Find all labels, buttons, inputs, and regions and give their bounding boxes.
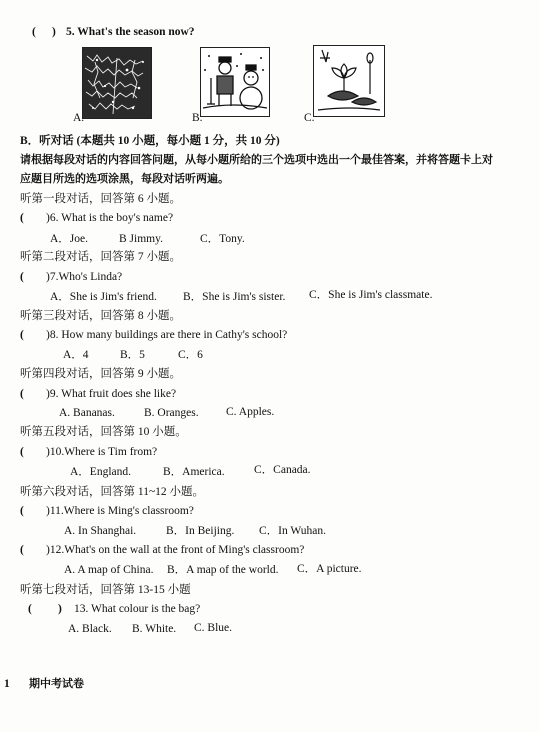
dialogue-1-heading: 听第一段对话，回答第 6 小题。 bbox=[20, 193, 181, 205]
question-9-option-b: B. Oranges. bbox=[144, 407, 199, 419]
answer-bracket-close: ) bbox=[52, 26, 56, 38]
question-7-text: )7.Who's Linda? bbox=[46, 271, 123, 283]
answer-bracket: ( bbox=[20, 446, 24, 458]
question-13-text: 13. What colour is the bag? bbox=[74, 603, 201, 615]
lotus-illustration bbox=[314, 46, 384, 116]
option-label-b: B. bbox=[192, 112, 203, 124]
question-12-option-a: A. A map of China. bbox=[64, 564, 154, 576]
option-label-a: A. bbox=[73, 112, 85, 124]
question-8-option-c: C．6 bbox=[178, 349, 203, 361]
answer-bracket: ( bbox=[20, 544, 24, 556]
option-label-c: C. bbox=[304, 112, 315, 124]
question-6-option-c: C．Tony. bbox=[200, 233, 245, 245]
dialogue-3-heading: 听第三段对话，回答第 8 小题。 bbox=[20, 310, 181, 322]
page-number: 1 bbox=[4, 678, 10, 690]
dialogue-5-heading: 听第五段对话，回答第 10 小题。 bbox=[20, 426, 187, 438]
question-12-text: )12.What's on the wall at the front of Ming's classroom? bbox=[46, 544, 305, 556]
snowman-illustration bbox=[201, 48, 269, 116]
section-b-instruction-line2: 应题目所选的选项涂黑，每段对话听两遍。 bbox=[20, 173, 229, 185]
footer-title: 期中考试卷 bbox=[29, 678, 84, 690]
dialogue-7-heading: 听第七段对话，回答第 13-15 小题 bbox=[20, 584, 191, 596]
question-11-option-b: B．In Beijing. bbox=[166, 525, 235, 537]
question-12-option-c: C．A picture. bbox=[297, 563, 362, 575]
answer-bracket: ( bbox=[20, 271, 24, 283]
dialogue-6-heading: 听第六段对话，回答第 11~12 小题。 bbox=[20, 486, 205, 498]
answer-bracket-open: ( bbox=[28, 603, 32, 615]
question-7-option-b: B．She is Jim's sister. bbox=[183, 291, 286, 303]
question-6-option-a: A．Joe. bbox=[50, 233, 89, 245]
question-13-option-c: C. Blue. bbox=[194, 622, 233, 634]
question-9-text: )9. What fruit does she like? bbox=[46, 388, 177, 400]
question-13-option-b: B. White. bbox=[132, 623, 177, 635]
question-12-option-b: B．A map of the world. bbox=[167, 564, 279, 576]
question-8-text: )8. How many buildings are there in Cathy's school? bbox=[46, 329, 288, 341]
answer-bracket-close: ) bbox=[58, 603, 62, 615]
question-5-text: 5. What's the season now? bbox=[66, 26, 195, 38]
answer-bracket: ( bbox=[20, 329, 24, 341]
question-10-option-a: A．England. bbox=[70, 466, 132, 478]
answer-bracket: ( bbox=[20, 505, 24, 517]
question-8-option-b: B．5 bbox=[120, 349, 145, 361]
question-11-text: )11.Where is Ming's classroom? bbox=[46, 505, 194, 517]
question-7-option-a: A．She is Jim's friend. bbox=[50, 291, 157, 303]
question-6-text: )6. What is the boy's name? bbox=[46, 212, 174, 224]
question-10-option-c: C．Canada. bbox=[254, 464, 311, 476]
season-picture-b bbox=[200, 47, 270, 117]
answer-bracket: ( bbox=[20, 388, 24, 400]
season-picture-a bbox=[82, 47, 152, 119]
question-7-option-c: C．She is Jim's classmate. bbox=[309, 289, 433, 301]
question-11-option-a: A. In Shanghai. bbox=[64, 525, 137, 537]
question-10-option-b: B．America. bbox=[163, 466, 225, 478]
question-8-option-a: A．4 bbox=[63, 349, 89, 361]
question-13-option-a: A. Black. bbox=[68, 623, 112, 635]
dialogue-2-heading: 听第二段对话，回答第 7 小题。 bbox=[20, 251, 181, 263]
question-6-option-b: B Jimmy. bbox=[119, 233, 163, 245]
section-b-instruction-line1: 请根据每段对话的内容回答问题，从每小题所给的三个选项中选出一个最佳答案，并将答题卡上对 bbox=[20, 154, 493, 166]
leaf-tree-illustration bbox=[83, 48, 151, 118]
answer-bracket-open: ( bbox=[32, 26, 36, 38]
question-9-option-c: C. Apples. bbox=[226, 406, 275, 418]
question-11-option-c: C．In Wuhan. bbox=[259, 525, 327, 537]
season-picture-c bbox=[313, 45, 385, 117]
answer-bracket: ( bbox=[20, 212, 24, 224]
section-b-title: B．听对话 (本题共 10 小题，每小题 1 分，共 10 分) bbox=[20, 135, 280, 147]
dialogue-4-heading: 听第四段对话，回答第 9 小题。 bbox=[20, 368, 181, 380]
question-9-option-a: A. Bananas. bbox=[59, 407, 115, 419]
question-10-text: )10.Where is Tim from? bbox=[46, 446, 158, 458]
